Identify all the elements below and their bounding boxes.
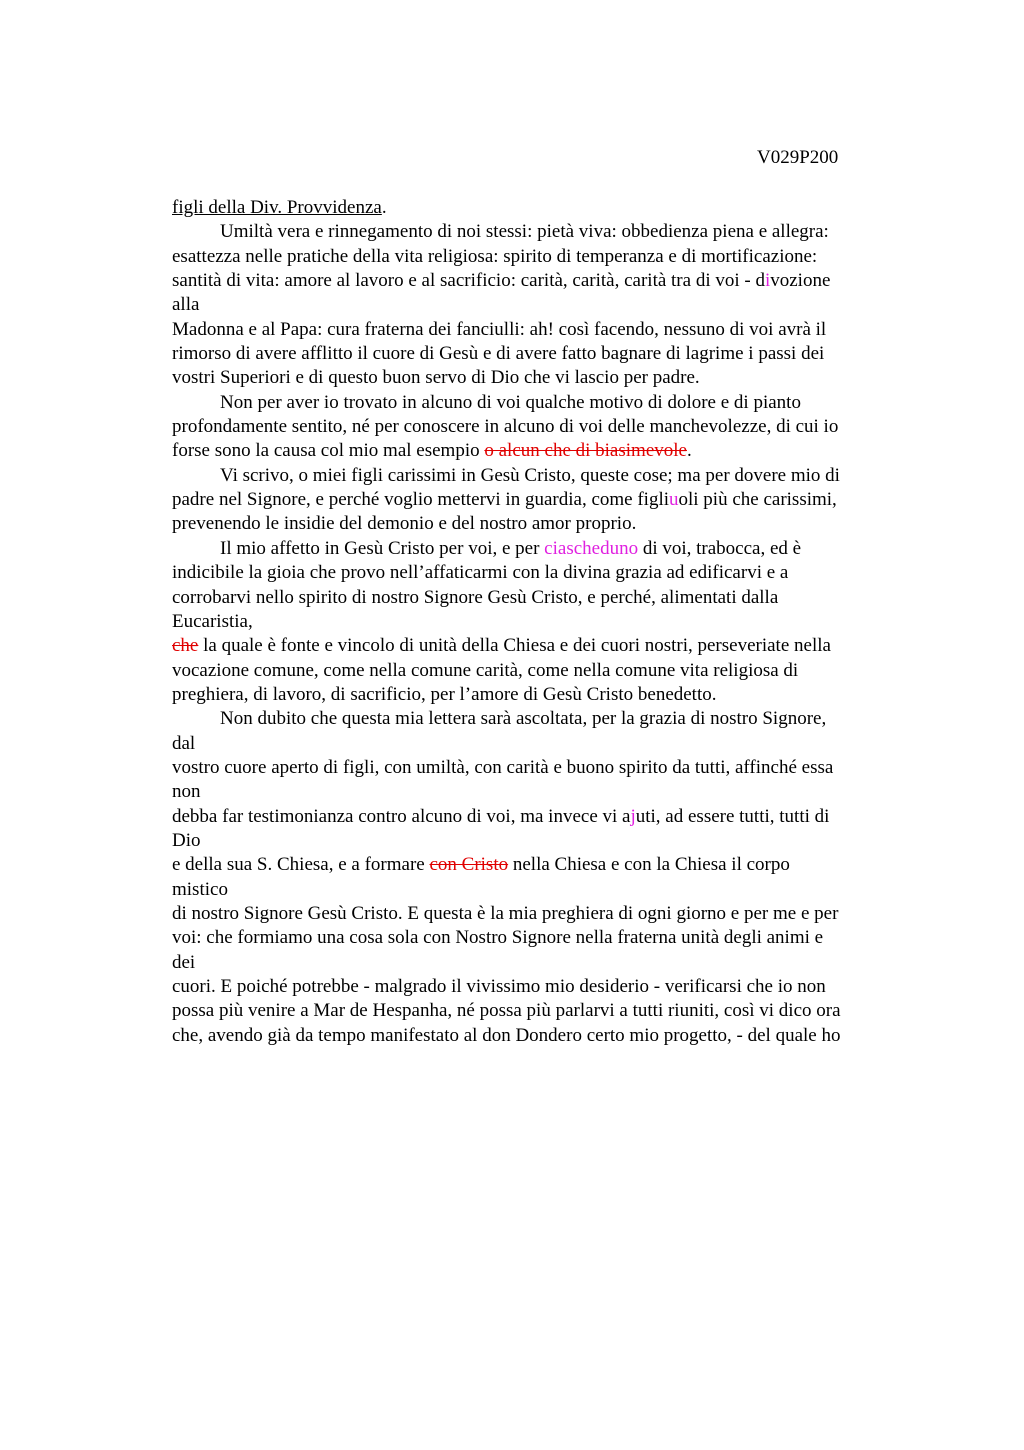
text-segment: vostri Superiori e di questo buon servo di Dio che vi lascio per padre. (172, 367, 700, 389)
text-segment: la quale è fonte e vincolo di unità della Chiesa e dei cuori nostri, perseveriate nella (198, 635, 831, 657)
text-line (172, 439, 902, 463)
text-line (172, 512, 902, 536)
text-line (172, 586, 902, 610)
text-segment: Vi scrivo, o miei figli carissimi in Gesù Cristo, queste cose; ma per dovere mio di (220, 464, 840, 486)
text-segment: voi: che formiamo una cosa sola con Nostro Signore nella fraterna unità degli animi e (172, 927, 824, 949)
text-line (172, 975, 902, 999)
text-line (172, 707, 902, 731)
text-line (172, 853, 902, 877)
text-line (172, 951, 902, 975)
text-segment: Il mio affetto in Gesù Cristo per voi, e per (220, 537, 545, 559)
text-segment: possa più venire a Mar de Hespanha, né possa più parlarvi a tutti riuniti, così vi dico ora (172, 1000, 841, 1022)
text-line (172, 245, 902, 269)
text-line (172, 366, 902, 390)
text-segment: rimorso di avere afflitto il cuore di Gesù e di avere fatto bagnare di lagrime i passi dei (172, 343, 825, 365)
text-segment: . (686, 440, 692, 462)
text-segment: di nostro Signore Gesù Cristo. E questa è la mia preghiera di ogni giorno e per me e per (172, 902, 839, 924)
text-line (172, 780, 902, 804)
text-segment: vostro cuore aperto di figli, con umiltà, con carità e buono spirito da tutti, affinché essa (172, 756, 834, 778)
text-line (172, 318, 902, 342)
text-segment: preghiera, di lavoro, di sacrificio, per l’amore di Gesù Cristo benedetto. (172, 683, 717, 705)
text-segment: debba far testimonianza contro alcuno di voi, ma invece vi a (172, 805, 631, 827)
text-line (172, 902, 902, 926)
text-line (172, 464, 902, 488)
deleted-text: che (172, 635, 199, 657)
text-line (172, 926, 902, 950)
text-segment: santità di vita: amore al lavoro e al sacrificio: carità, carità, carità tra di voi - d (172, 270, 765, 292)
underlined-text: figli della Div. Provvidenza (172, 197, 382, 218)
text-segment: dal (172, 732, 196, 754)
text-line (172, 391, 902, 415)
letter-body (172, 196, 902, 1048)
text-line (172, 293, 902, 317)
text-line (172, 196, 902, 220)
text-segment: Eucaristia, (172, 610, 253, 632)
text-segment: Dio (172, 829, 201, 851)
text-line (172, 683, 902, 707)
text-segment: Non per aver io trovato in alcuno di voi qualche motivo di dolore e di pianto (220, 391, 801, 413)
text-segment: . (381, 197, 387, 218)
text-line (172, 269, 902, 293)
deleted-text: con Cristo (429, 854, 509, 876)
text-segment: dei (172, 951, 196, 973)
text-segment: corrobarvi nello spirito di nostro Signore Gesù Cristo, e perché, alimentati dalla (172, 586, 779, 608)
text-segment: mistico (172, 878, 228, 900)
text-segment: non (172, 781, 201, 803)
text-segment: Umiltà vera e rinnegamento di noi stessi: pietà viva: obbedienza piena e allegra: (220, 221, 829, 243)
text-segment: uti, ad essere tutti, tutti di (635, 805, 830, 827)
text-segment: padre nel Signore, e perché voglio mettervi in guardia, come figli (172, 489, 669, 511)
text-line (172, 610, 902, 634)
text-line (172, 634, 902, 658)
text-segment: profondamente sentito, né per conoscere in alcuno di voi delle manchevolezze, di cui io (172, 416, 839, 438)
text-segment: Non dubito che questa mia lettera sarà ascoltata, per la grazia di nostro Signore, (220, 708, 827, 730)
deleted-text: o alcun che di biasimevole (484, 440, 687, 462)
text-segment: indicibile la gioia che provo nell’affaticarmi con la divina grazia ad edificarvi e a (172, 562, 789, 584)
text-line (172, 1024, 902, 1048)
text-segment: forse sono la causa col mio mal esempio (172, 440, 485, 462)
text-line (172, 878, 902, 902)
inserted-text: i (764, 270, 771, 292)
text-line (172, 829, 902, 853)
text-line (172, 537, 902, 561)
text-segment: cuori. E poiché potrebbe - malgrado il vivissimo mio desiderio - verificarsi che io non (172, 976, 826, 997)
text-segment: Madonna e al Papa: cura fraterna dei fanciulli: ah! così facendo, nessuno di voi avrà il (172, 318, 827, 340)
page-identifier: V029P200 (757, 147, 839, 168)
inserted-text: u (669, 489, 679, 511)
text-segment: e della sua S. Chiesa, e a formare (172, 854, 430, 876)
text-line (172, 999, 902, 1023)
text-segment: vozione (770, 270, 831, 292)
text-line (172, 561, 902, 585)
text-line (172, 488, 902, 512)
text-segment: che, avendo già da tempo manifestato al don Dondero certo mio progetto, - del quale ho (172, 1024, 841, 1046)
inserted-text: j (630, 805, 636, 827)
text-segment: alla (172, 294, 200, 316)
inserted-text: ciascheduno (544, 537, 639, 559)
text-segment: esattezza nelle pratiche della vita religiosa: spirito di temperanza e di mortificazione: (172, 245, 818, 267)
text-line (172, 220, 902, 244)
text-segment: oli più che carissimi, (678, 489, 837, 511)
text-line (172, 342, 902, 366)
text-segment: di voi, trabocca, ed è (638, 537, 802, 559)
text-line (172, 756, 902, 780)
text-line (172, 732, 902, 756)
text-line (172, 805, 902, 829)
text-line (172, 415, 902, 439)
text-segment: nella Chiesa e con la Chiesa il corpo (508, 854, 790, 876)
text-segment: prevenendo le insidie del demonio e del nostro amor proprio. (172, 513, 637, 535)
text-line (172, 659, 902, 683)
text-segment: vocazione comune, come nella comune carità, come nella comune vita religiosa di (172, 659, 799, 681)
